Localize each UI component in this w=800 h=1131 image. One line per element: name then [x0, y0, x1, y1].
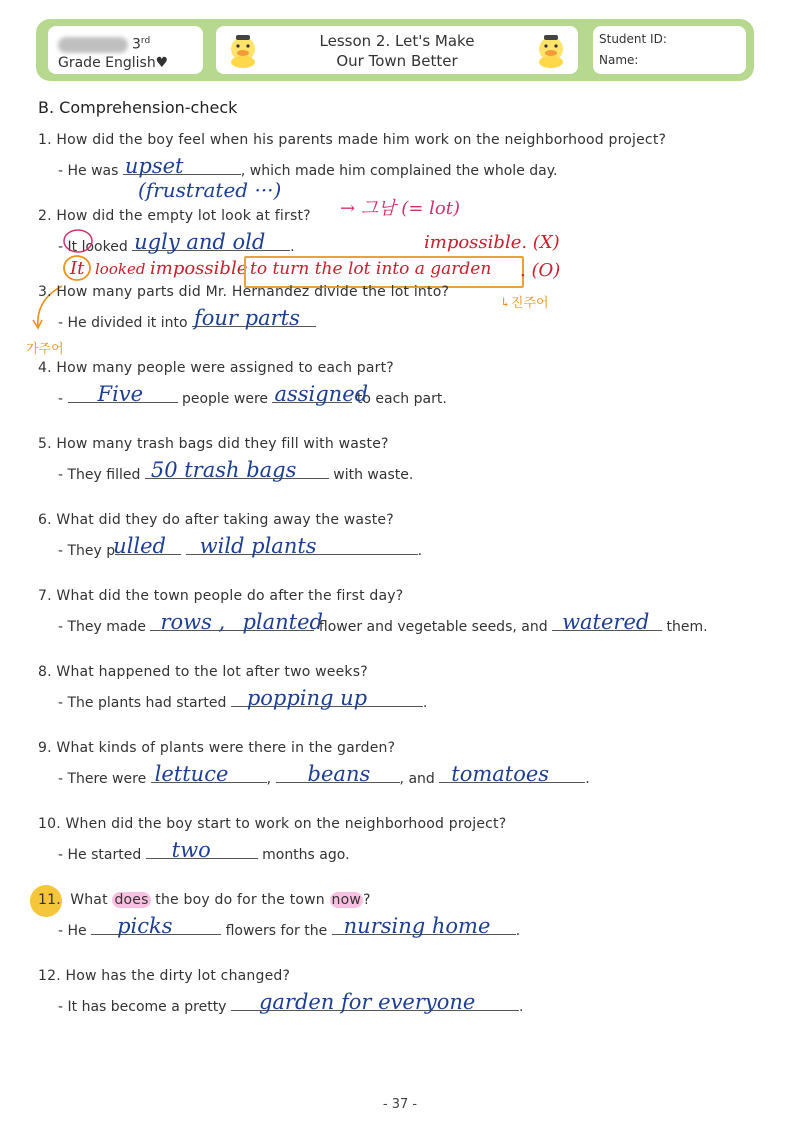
handwritten-answer: picks — [117, 914, 173, 938]
question-9: 9. What kinds of plants were there in the garden? — [38, 740, 396, 756]
annotation-o: . (O) — [520, 260, 561, 281]
question-2: 2. How did the empty lot look at first? — [38, 208, 311, 224]
handwritten-answer: wild plants — [199, 534, 317, 558]
answer-12: - It has become a pretty garden for everyone . — [58, 990, 524, 1015]
handwritten-answer: Five — [97, 382, 144, 406]
question-5: 5. How many trash bags did they fill with waste? — [38, 436, 389, 452]
handwritten-answer: upset — [124, 154, 184, 178]
section-title: B. Comprehension-check — [38, 98, 238, 117]
question-11: 11. What does the boy do for the town now ? — [38, 892, 371, 908]
answer-11: - He picks flowers for the nursing home . — [58, 914, 521, 939]
annotation-it: It — [70, 258, 85, 279]
handwritten-answer: popping up — [246, 686, 368, 710]
grade-label: 3rd Grade English♥ — [58, 36, 169, 71]
answer-1: - He was upset , which made him complained the whole day. — [58, 154, 558, 179]
lesson-title: Lesson 2. Let's Make Our Town Better — [319, 32, 475, 70]
handwritten-answer: rows , — [160, 610, 226, 634]
handwritten-answer: beans — [307, 762, 371, 786]
answer-10: - He started two months ago. — [58, 838, 350, 863]
annotation-fake-subject-label: 가주어 — [26, 342, 64, 357]
answer-9: - There were lettuce , beans , and tomatoes . — [58, 762, 590, 787]
question-12: 12. How has the dirty lot changed? — [38, 968, 291, 984]
annotation-lot: → 그남 (= lot) — [340, 198, 460, 219]
handwritten-answer: garden for everyone — [258, 990, 476, 1014]
answer-7: - They made rows , planted flower and vegetable seeds, and watered them. — [58, 610, 708, 635]
annotation-real-subject: to turn the lot into a garden — [250, 259, 492, 279]
student-id-label: Student ID: — [599, 32, 667, 46]
worksheet-header — [36, 19, 754, 81]
duck-icon — [534, 32, 568, 68]
handwritten-answer: ulled — [113, 534, 166, 558]
question-6: 6. What did they do after taking away the waste? — [38, 512, 394, 528]
handwritten-answer: nursing home — [343, 914, 491, 938]
answer-2: - It looked ugly and old . — [58, 230, 295, 255]
handwritten-answer: two — [171, 838, 211, 862]
answer-3: - He divided it into four parts — [58, 310, 316, 331]
answer-8: - The plants had started popping up . — [58, 686, 428, 711]
circle-mark-icon — [62, 228, 94, 254]
handwritten-answer: planted — [242, 610, 323, 634]
blurred-school-name — [58, 37, 128, 53]
question-7: 7. What did the town people do after the first day? — [38, 588, 404, 604]
annotation-impossible-x: impossible. (X) — [424, 232, 560, 253]
question-3: 3. How many parts did Mr. Hernandez divide the lot into? — [38, 284, 450, 300]
handwritten-answer: lettuce — [154, 762, 229, 786]
name-label: Name: — [599, 53, 639, 67]
handwritten-answer: watered — [562, 610, 650, 634]
answer-6: - They p ulled wild plants . — [58, 534, 423, 559]
handwritten-answer: tomatoes — [451, 762, 550, 786]
answer-4: - Five people were assigned to each part. — [58, 382, 447, 407]
student-info-box — [593, 26, 746, 74]
handwritten-note: (frustrated ···) — [138, 178, 282, 202]
handwritten-answer: four parts — [193, 306, 300, 330]
handwritten-answer: assigned — [274, 382, 369, 406]
highlight-now: now — [331, 892, 362, 908]
question-4: 4. How many people were assigned to each part? — [38, 360, 394, 376]
answer-5: - They filled 50 trash bags with waste. — [58, 458, 414, 483]
annotation-looked: looked — [95, 260, 146, 278]
grade-box — [48, 26, 203, 74]
handwritten-answer: ugly and old — [134, 230, 266, 254]
question-8: 8. What happened to the lot after two weeks? — [38, 664, 368, 680]
question-1: 1. How did the boy feel when his parents made him work on the neighborhood project? — [38, 132, 667, 148]
question-10: 10. When did the boy start to work on the neighborhood project? — [38, 816, 507, 832]
handwritten-answer: 50 trash bags — [150, 458, 297, 482]
highlight-does: does — [114, 892, 149, 908]
page-number: - 37 - — [382, 1097, 418, 1112]
annotation-impossible: impossible — [150, 258, 248, 279]
annotation-real-subject-label: ↳진주어 — [500, 296, 549, 311]
lesson-title-box — [216, 26, 578, 74]
